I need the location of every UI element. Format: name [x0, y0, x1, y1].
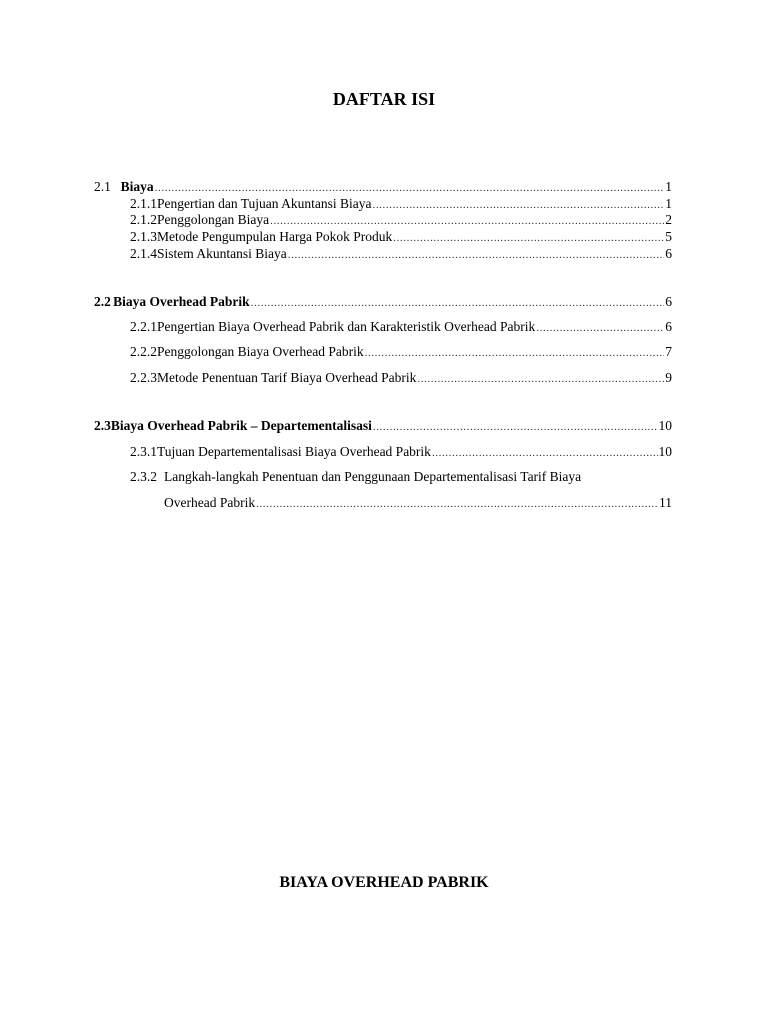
toc-entry-2-2-3	[130, 370, 672, 387]
toc-title: DAFTAR ISI	[332, 89, 436, 109]
section-title: BIAYA OVERHEAD PABRIK	[279, 874, 489, 891]
toc-label: Biaya	[120, 179, 154, 194]
toc-label: Biaya Overhead Pabrik	[113, 294, 250, 309]
toc-label: Biaya Overhead Pabrik – Departementalisasi	[110, 418, 372, 433]
toc-label: Langkah-langkah Penentuan dan Penggunaan Departementalisasi Tarif Biaya	[164, 469, 582, 484]
toc-leader	[288, 247, 665, 263]
toc-entry-2-1	[94, 179, 672, 196]
toc-leader	[251, 295, 665, 311]
toc-page-number: 6	[665, 294, 672, 309]
toc-page-number: 10	[658, 418, 672, 433]
toc-page-number: 1	[665, 179, 672, 194]
toc-page-number: 10	[658, 444, 672, 459]
toc-entry-2-2-2	[130, 344, 672, 361]
toc-number: 2.3.2	[130, 469, 157, 484]
toc-number: 2.1.1	[130, 196, 157, 211]
toc-label: Overhead Pabrik	[164, 495, 256, 510]
toc-number: 2.1.2	[130, 212, 157, 227]
toc-number: 2.3	[94, 418, 111, 433]
toc-number: 2.1.3	[130, 229, 157, 244]
toc-entry-2-3	[94, 418, 672, 435]
toc-entry-2-3-2-line1	[130, 469, 581, 485]
toc-leader	[393, 230, 664, 246]
toc-label: Penggolongan Biaya Overhead Pabrik	[157, 344, 364, 359]
toc-leader	[373, 419, 658, 435]
toc-number: 2.2.1	[130, 319, 157, 334]
toc-entry-2-1-1	[130, 196, 672, 213]
toc-label: Pengertian dan Tujuan Akuntansi Biaya	[157, 196, 372, 211]
toc-leader	[270, 213, 664, 229]
toc-leader	[536, 320, 664, 336]
toc-leader	[432, 445, 658, 461]
toc-page-number: 1	[665, 196, 672, 211]
toc-entry-2-2	[94, 294, 672, 311]
toc-label: Pengertian Biaya Overhead Pabrik dan Karakteristik Overhead Pabrik	[157, 319, 536, 334]
toc-entry-2-1-3	[130, 229, 672, 246]
toc-leader	[372, 197, 664, 213]
toc-label: Metode Pengumpulan Harga Pokok Produk	[157, 229, 393, 244]
toc-page-number: 6	[665, 319, 672, 334]
toc-number: 2.3.1	[130, 444, 157, 459]
toc-number: 2.1.4	[130, 246, 157, 261]
toc-leader	[256, 496, 658, 512]
toc-page-number: 7	[665, 344, 672, 359]
toc-number: 2.2.2	[130, 344, 157, 359]
toc-entry-2-1-4	[130, 246, 672, 263]
toc-page-number: 9	[665, 370, 672, 385]
toc-number: 2.1	[94, 179, 111, 194]
toc-label: Tujuan Departementalisasi Biaya Overhead Pabrik	[157, 444, 431, 459]
toc-number: 2.2.3	[130, 370, 157, 385]
toc-leader	[155, 180, 665, 196]
toc-leader	[365, 345, 665, 361]
toc-label: Sistem Akuntansi Biaya	[157, 246, 287, 261]
toc-number: 2.2	[94, 294, 111, 309]
toc-page-number: 6	[665, 246, 672, 261]
toc-label: Penggolongan Biaya	[157, 212, 270, 227]
toc-page-number: 2	[665, 212, 672, 227]
toc-entry-2-3-2-line2	[164, 495, 672, 512]
toc-entry-2-2-1	[130, 319, 672, 336]
toc-leader	[417, 371, 664, 387]
toc-entry-2-1-2	[130, 212, 672, 229]
toc-page-number: 11	[659, 495, 672, 510]
toc-page-number: 5	[665, 229, 672, 244]
toc-entry-2-3-1	[130, 444, 672, 461]
toc-label: Metode Penentuan Tarif Biaya Overhead Pabrik	[157, 370, 417, 385]
